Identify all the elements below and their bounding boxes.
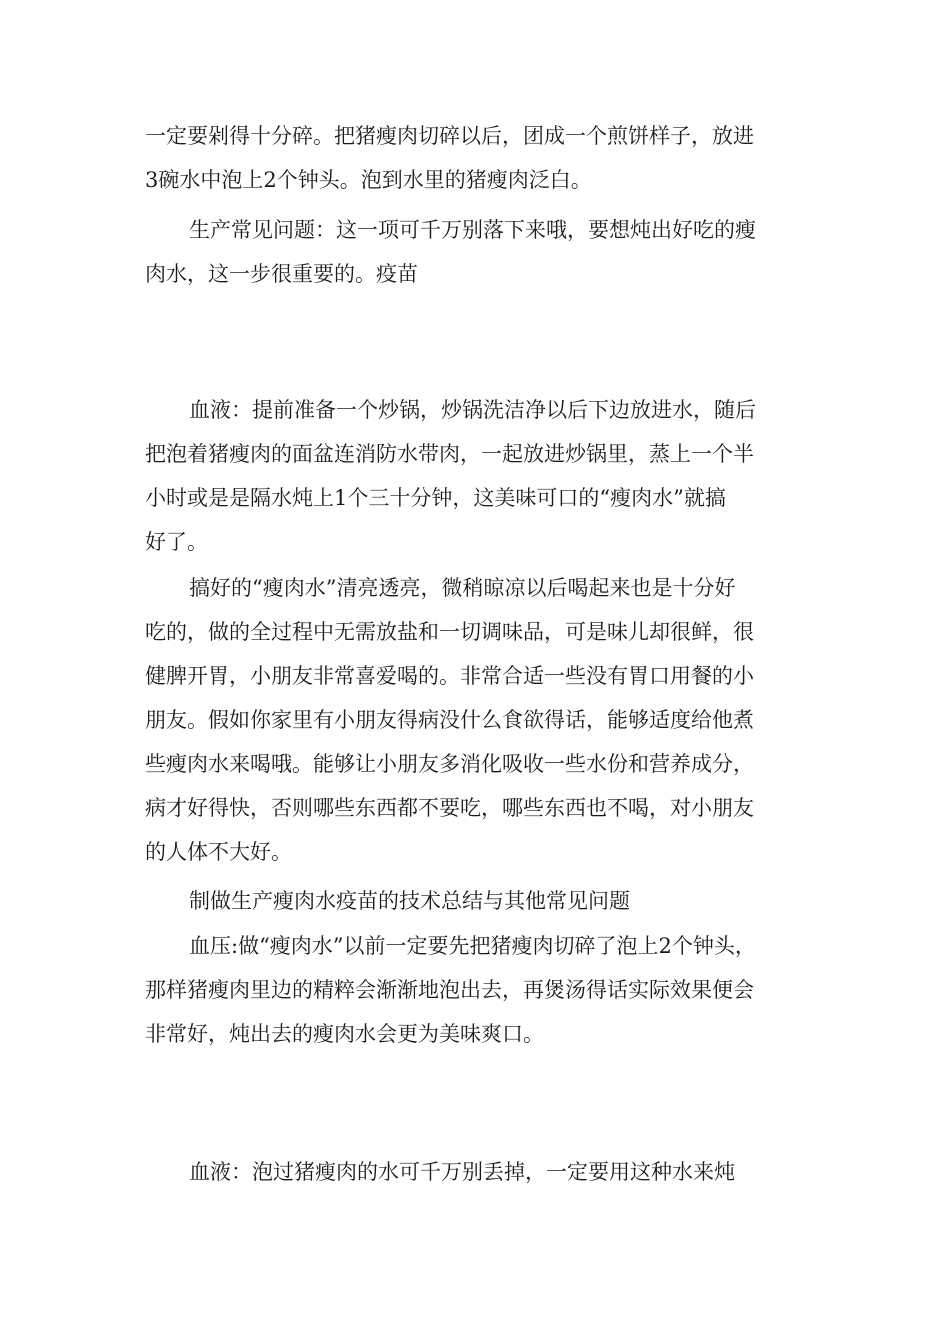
text-line: 一定要剁得十分碎。把猪瘦肉切碎以后，团成一个煎饼样子，放进 bbox=[145, 124, 754, 148]
text-line: 血压:做“瘦肉水”以前一定要先把猪瘦肉切碎了泡上2个钟头， bbox=[189, 934, 756, 958]
text-line: 制做生产瘦肉水疫苗的技术总结与其他常见问题 bbox=[189, 889, 630, 913]
text-line: 血液：提前准备一个炒锅，炒锅洗洁净以后下边放进水，随后 bbox=[189, 398, 756, 422]
text-line: 非常好，炖出去的瘦肉水会更为美味爽口。 bbox=[145, 1022, 544, 1046]
text-line: 健脾开胃，小朋友非常喜爱喝的。非常合适一些没有胃口用餐的小 bbox=[145, 664, 754, 688]
paragraph-6 bbox=[145, 924, 835, 1056]
text-line: 的人体不大好。 bbox=[145, 840, 292, 864]
paragraph-3 bbox=[145, 388, 835, 564]
text-line: 把泡着猪瘦肉的面盆连消防水带肉，一起放进炒锅里，蒸上一个半 bbox=[145, 442, 754, 466]
text-line: 吃的，做的全过程中无需放盐和一切调味品，可是味儿却很鲜，很 bbox=[145, 620, 754, 644]
text-line: 那样猪瘦肉里边的精粹会渐渐地泡出去，再煲汤得话实际效果便会 bbox=[145, 978, 754, 1002]
text-line: 3碗水中泡上2个钟头。泡到水里的猪瘦肉泛白。 bbox=[145, 168, 592, 192]
text-line: 搞好的“瘦肉水”清亮透亮，微稍晾凉以后喝起来也是十分好 bbox=[189, 576, 736, 600]
text-line: 血液：泡过猪瘦肉的水可千万别丢掉，一定要用这种水来炖 bbox=[189, 1160, 735, 1184]
text-line: 生产常见问题：这一项可千万别落下来哦，要想炖出好吃的瘦 bbox=[189, 218, 756, 242]
text-line: 朋友。假如你家里有小朋友得病没什么食欲得话，能够适度给他煮 bbox=[145, 708, 754, 732]
text-line: 些瘦肉水来喝哦。能够让小朋友多消化吸收一些水份和营养成分， bbox=[145, 752, 754, 776]
paragraph-4 bbox=[145, 566, 835, 874]
text-line: 好了。 bbox=[145, 530, 208, 554]
paragraph-2 bbox=[145, 208, 835, 296]
paragraph-1 bbox=[145, 114, 835, 202]
paragraph-7 bbox=[145, 1150, 835, 1194]
paragraph-5 bbox=[145, 879, 835, 923]
text-line: 病才好得快，否则哪些东西都不要吃，哪些东西也不喝，对小朋友 bbox=[145, 796, 754, 820]
text-line: 小时或是是隔水炖上1个三十分钟，这美味可口的“瘦肉水”就搞 bbox=[145, 486, 726, 510]
text-line: 肉水，这一步很重要的。疫苗 bbox=[145, 262, 418, 286]
